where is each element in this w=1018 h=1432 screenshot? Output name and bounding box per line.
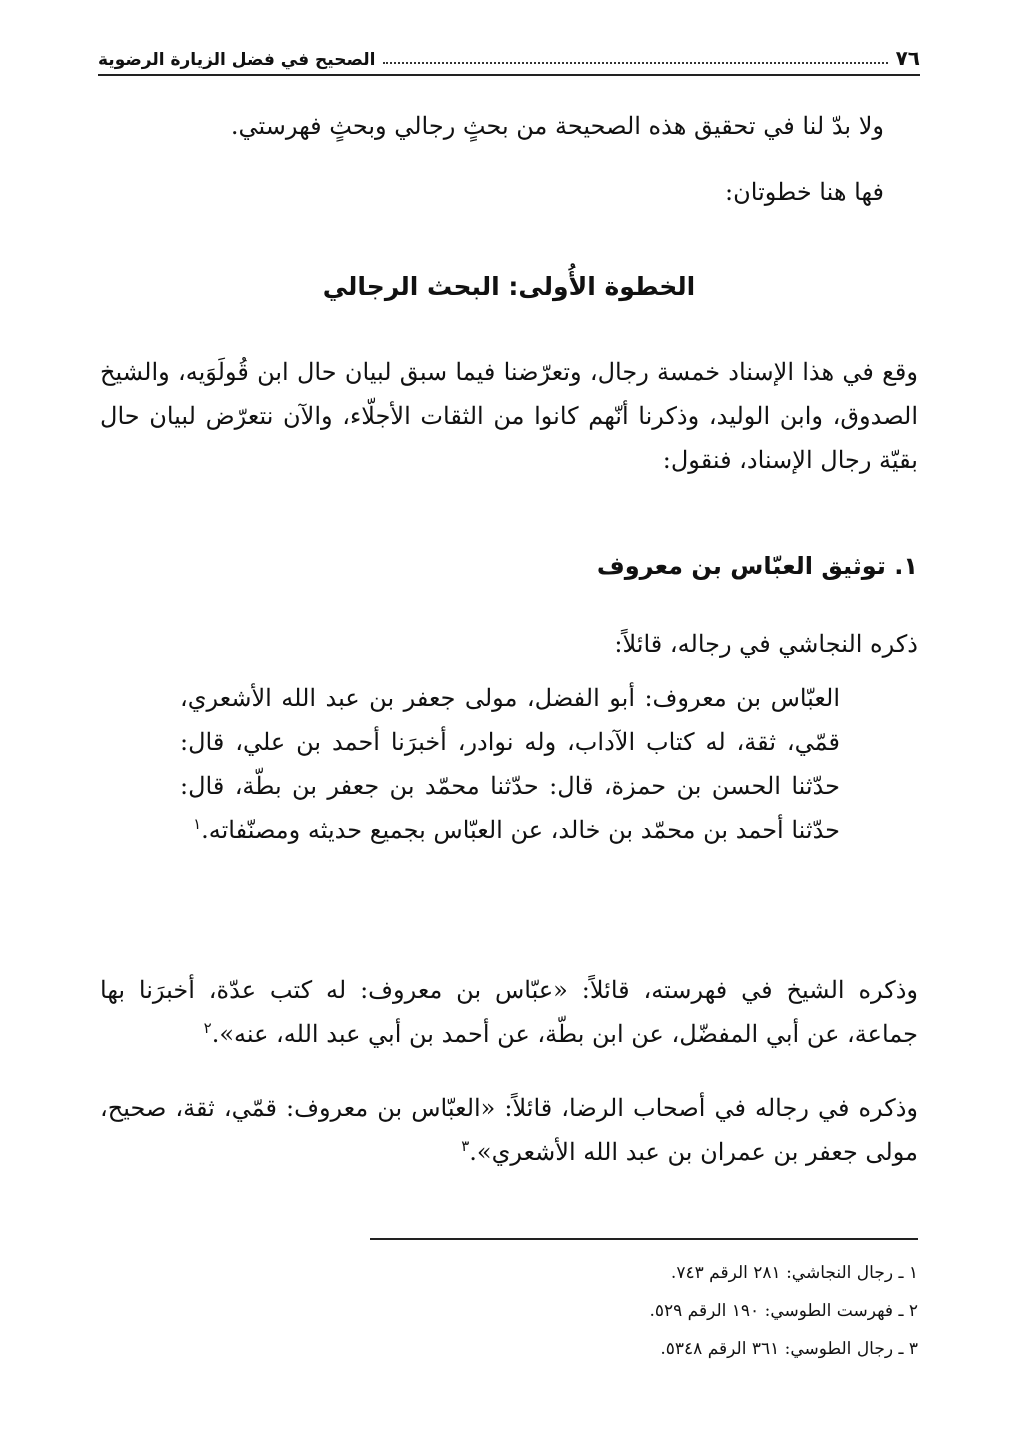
rijal-text: وذكره في رجاله في أصحاب الرضا‬، قائلاً: «العبّاس بن معروف: قمّي، ثقة، صحيح، مولى جعفر بن عمران بن عبد الله الأشعري». — [100, 1094, 918, 1166]
intro-line-2: فها هنا خطوتان: — [725, 178, 884, 206]
footnote-separator — [370, 1238, 918, 1240]
najashi-quote — [180, 676, 840, 852]
footnote-ref-2[interactable]: ٢ — [203, 1019, 212, 1037]
page-header — [98, 40, 920, 76]
fihrist-paragraph — [100, 968, 918, 1056]
najashi-quote-text: العبّاس بن معروف: أبو الفضل، مولى جعفر بن عبد الله الأشعري، قمّي، ثقة، له كتاب الآداب، وله نوادر، أخبرَنا أحمد بن علي، قال: حدّثنا الحسن بن حمزة، قال: حدّثنا محمّد بن جعفر بن بطّة، قال: حدّثنا أحمد بن محمّد بن خالد، عن العبّاس بجميع حديثه ومصنّفاته. — [180, 684, 840, 844]
footnote-1: ١ ـ رجال النجاشي: ٢٨١ الرقم ٧٤٣. — [670, 1263, 918, 1283]
section-paragraph: وقع في هذا الإسناد خمسة رجال، وتعرّضنا فيما سبق لبيان حال ابن قُولَوَيه، والشيخ الصدوق، وابن الوليد، وذكرنا أنّهم كانوا من الثقات الأجلّاء، والآن نتعرّض لبيان حال بقيّة رجال الإسناد، فنقول: — [100, 358, 918, 474]
intro-line-1: ولا بدّ لنا في تحقيق هذه الصحيحة من بحثٍ رجالي وبحثٍ فهرستي. — [230, 112, 884, 140]
subheading: ١. توثيق العبّاس بن معروف — [596, 552, 918, 580]
section-heading: الخطوة الأُولى: البحث الرجالي — [322, 272, 696, 301]
footnote-2: ٢ ـ فهرست الطوسي: ١٩٠ الرقم ٥٢٩. — [649, 1301, 918, 1321]
footnote-ref-1[interactable]: ١ — [193, 815, 202, 833]
footnote-3: ٣ ـ رجال الطوسي: ٣٦١ الرقم ٥٣٤٨. — [660, 1339, 918, 1359]
rijal-paragraph — [100, 1086, 918, 1174]
header-dotted-leader — [383, 62, 887, 64]
running-title: الصحيح في فضل الزيارة الرضوية — [98, 50, 376, 70]
page-number: ٧٦ — [895, 46, 920, 70]
najashi-intro: ذكره النجاشي في رجاله، قائلاً: — [614, 630, 918, 658]
fihrist-text: وذكره الشيخ في فهرسته، قائلاً: «عبّاس بن معروف: له كتب عدّة، أخبرَنا بها جماعة، عن أبي المفضّل، عن ابن بطّة، عن أحمد بن أبي عبد الله، عنه». — [100, 976, 918, 1048]
footnote-ref-3[interactable]: ٣ — [461, 1137, 470, 1155]
